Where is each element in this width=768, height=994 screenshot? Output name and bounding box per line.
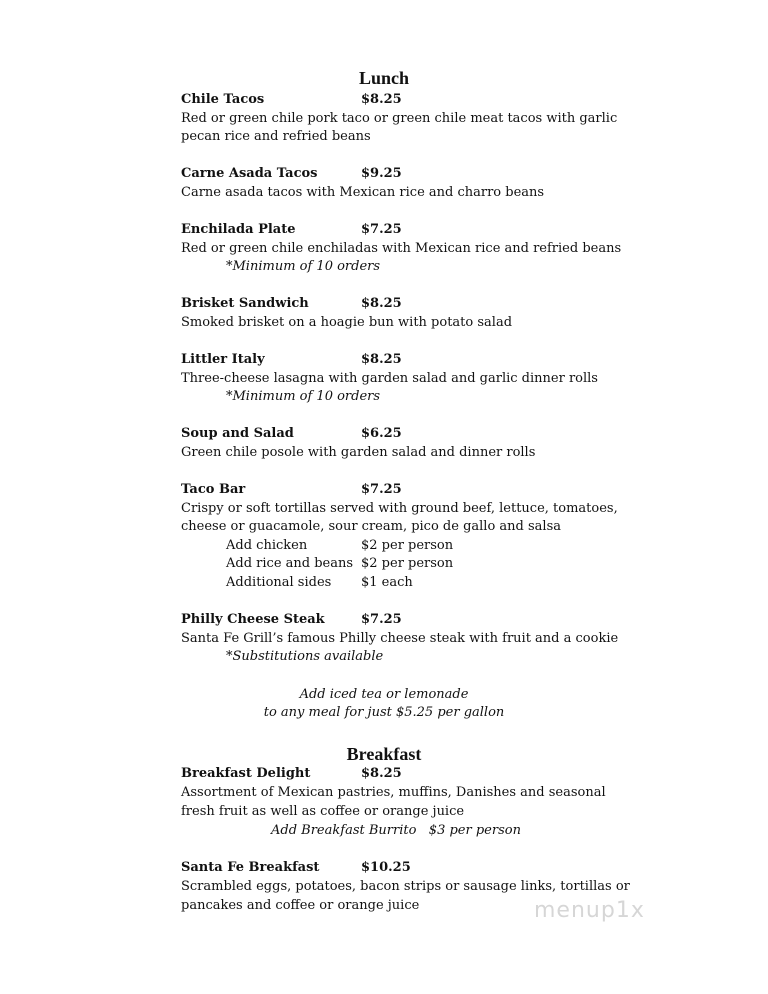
item-price: $7.25 (361, 612, 402, 627)
item-description: Three-cheese lasagna with garden salad and garlic dinner rolls (181, 371, 598, 386)
item-note: *Minimum of 10 orders (226, 389, 381, 404)
item-name: Carne Asada Tacos (181, 166, 318, 181)
item-name: Soup and Salad (181, 426, 294, 441)
item-description: pecan rice and refried beans (181, 129, 371, 144)
item-name: Breakfast Delight (181, 766, 311, 781)
item-name: Littler Italy (181, 352, 265, 367)
item-price: $8.25 (361, 92, 402, 107)
beverage-note: Add iced tea or lemonade (299, 687, 469, 702)
addon-name: Additional sides (226, 575, 332, 590)
item-price: $8.25 (361, 352, 402, 367)
item-price: $10.25 (361, 860, 411, 875)
item-name: Philly Cheese Steak (181, 612, 325, 627)
item-price: $6.25 (361, 426, 402, 441)
item-price: $8.25 (361, 766, 402, 781)
item-name: Enchilada Plate (181, 222, 296, 237)
addon-name: Add chicken (226, 538, 308, 553)
item-description: Crispy or soft tortillas served with ground beef, lettuce, tomatoes, (181, 501, 618, 516)
item-description: pancakes and coffee or orange juice (181, 898, 420, 913)
item-description: Scrambled eggs, potatoes, bacon strips or sausage links, tortillas or (181, 879, 630, 894)
item-description: Red or green chile pork taco or green chile meat tacos with garlic (181, 111, 618, 126)
item-note: *Minimum of 10 orders (226, 259, 381, 274)
addon-price: $2 per person (361, 538, 454, 553)
item-price: $7.25 (361, 222, 402, 237)
item-description: Carne asada tacos with Mexican rice and charro beans (181, 185, 545, 200)
item-description: Santa Fe Grill’s famous Philly cheese steak with fruit and a cookie (181, 631, 619, 646)
item-description: Red or green chile enchiladas with Mexican rice and refried beans (181, 241, 622, 256)
addon-price: $2 per person (361, 556, 454, 571)
item-name: Santa Fe Breakfast (181, 860, 320, 875)
item-description: cheese or guacamole, sour cream, pico de gallo and salsa (181, 519, 561, 534)
beverage-note: to any meal for just $5.25 per gallon (263, 705, 505, 720)
item-name: Brisket Sandwich (181, 296, 309, 311)
item-name: Taco Bar (181, 482, 246, 497)
item-description: Green chile posole with garden salad and dinner rolls (181, 445, 536, 460)
watermark-logo: menup1x (534, 898, 645, 923)
item-note: *Substitutions available (226, 649, 384, 664)
item-price: $7.25 (361, 482, 402, 497)
addon-price: $1 each (361, 575, 413, 590)
item-price: $9.25 (361, 166, 402, 181)
addon-name: Add rice and beans (226, 556, 354, 571)
lunch-heading: Lunch (358, 68, 410, 88)
item-price: $8.25 (361, 296, 402, 311)
item-note: Add Breakfast Burrito $3 per person (271, 823, 521, 838)
item-description: fresh fruit as well as coffee or orange juice (181, 804, 465, 819)
breakfast-heading: Breakfast (346, 744, 422, 764)
item-description: Assortment of Mexican pastries, muffins, Danishes and seasonal (181, 785, 606, 800)
item-name: Chile Tacos (181, 92, 265, 107)
item-description: Smoked brisket on a hoagie bun with potato salad (181, 315, 513, 330)
